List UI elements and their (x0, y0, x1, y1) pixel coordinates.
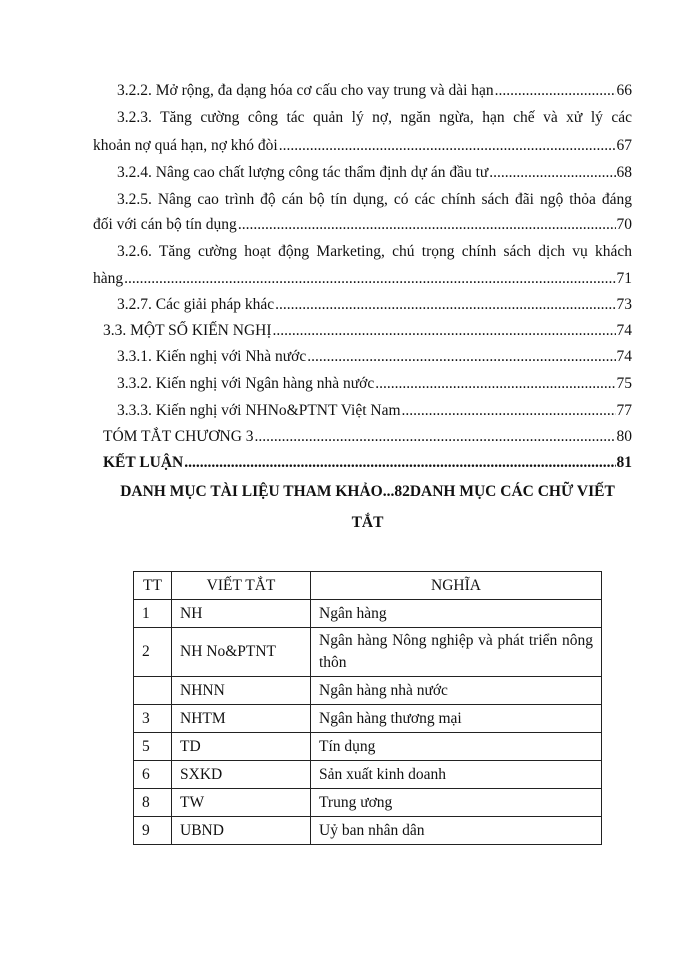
table-row: 3 NHTM Ngân hàng thương mại (134, 705, 602, 733)
toc-entry-3-2-4: 3.2.4. Nâng cao chất lượng công tác thẩm định dự án đầu tư ..... 68 (117, 163, 632, 183)
references-and-abbreviations-heading: DANH MỤC TÀI LIỆU THAM KHẢO...82DANH MỤC CÁC CHỮ VIẾT (120, 483, 615, 500)
table-row: 6 SXKD Sản xuất kinh doanh (134, 761, 602, 789)
abbreviations-table (133, 571, 602, 845)
toc-entry-3-2-7: 3.2.7. Các giải pháp khác ..... 73 (117, 295, 632, 315)
toc-entry-conclusion: KẾT LUẬN ..... 81 (103, 453, 632, 473)
toc-entry-3-2-2: 3.2.2. Mở rộng, đa dạng hóa cơ cấu cho vay trung và dài hạn ..... 66 (117, 81, 632, 101)
toc-entry-3-3-3: 3.3.3. Kiến nghị với NHNo&PTNT Việt Nam ..... 77 (117, 401, 632, 421)
toc-entry-3-2-6-line1: 3.2.6. Tăng cường hoạt động Marketing, chú trọng chính sách dịch vụ khách (117, 243, 632, 260)
table-row: 1 NH Ngân hàng (134, 600, 602, 628)
abbreviations-header-row (134, 572, 602, 600)
table-row: 2 NH No&PTNT Ngân hàng Nông nghiệp và phát triển nông thôn (134, 628, 602, 677)
table-row: 9 UBND Uỷ ban nhân dân (134, 817, 602, 845)
table-row: 5 TD Tín dụng (134, 733, 602, 761)
toc-entry-3-2-3-line2: khoản nợ quá hạn, nợ khó đòi ..... 67 (93, 136, 632, 156)
toc-entry-3-2-6-line2: hàng ..... 71 (93, 269, 632, 289)
toc-entry-3-3-1: 3.3.1. Kiến nghị với Nhà nước ..... 74 (117, 347, 632, 367)
header-abbreviation: VIẾT TẮT (172, 572, 311, 600)
table-row: 8 TW Trung ương (134, 789, 602, 817)
toc-entry-3-2-5-line1: 3.2.5. Nâng cao trình độ cán bộ tín dụng, có các chính sách đãi ngộ thỏa đáng (117, 191, 632, 208)
table-row: NHNN Ngân hàng nhà nước (134, 677, 602, 705)
abbreviations-heading-continuation: TẮT (351, 514, 384, 531)
toc-entry-3-3-2: 3.3.2. Kiến nghị với Ngân hàng nhà nước ..... 75 (117, 374, 632, 394)
toc-entry-summary-chapter-3: TÓM TẮT CHƯƠNG 3 ..... 80 (103, 427, 632, 447)
toc-entry-3-3: 3.3. MỘT SỐ KIẾN NGHỊ ..... 74 (103, 321, 632, 341)
toc-entry-3-2-3-line1: 3.2.3. Tăng cường công tác quản lý nợ, ngăn ngừa, hạn chế và xử lý các (117, 109, 632, 126)
header-meaning: NGHĨA (311, 572, 602, 600)
toc-entry-3-2-5-line2: đối với cán bộ tín dụng ..... 70 (93, 215, 632, 235)
header-tt: TT (134, 572, 172, 600)
